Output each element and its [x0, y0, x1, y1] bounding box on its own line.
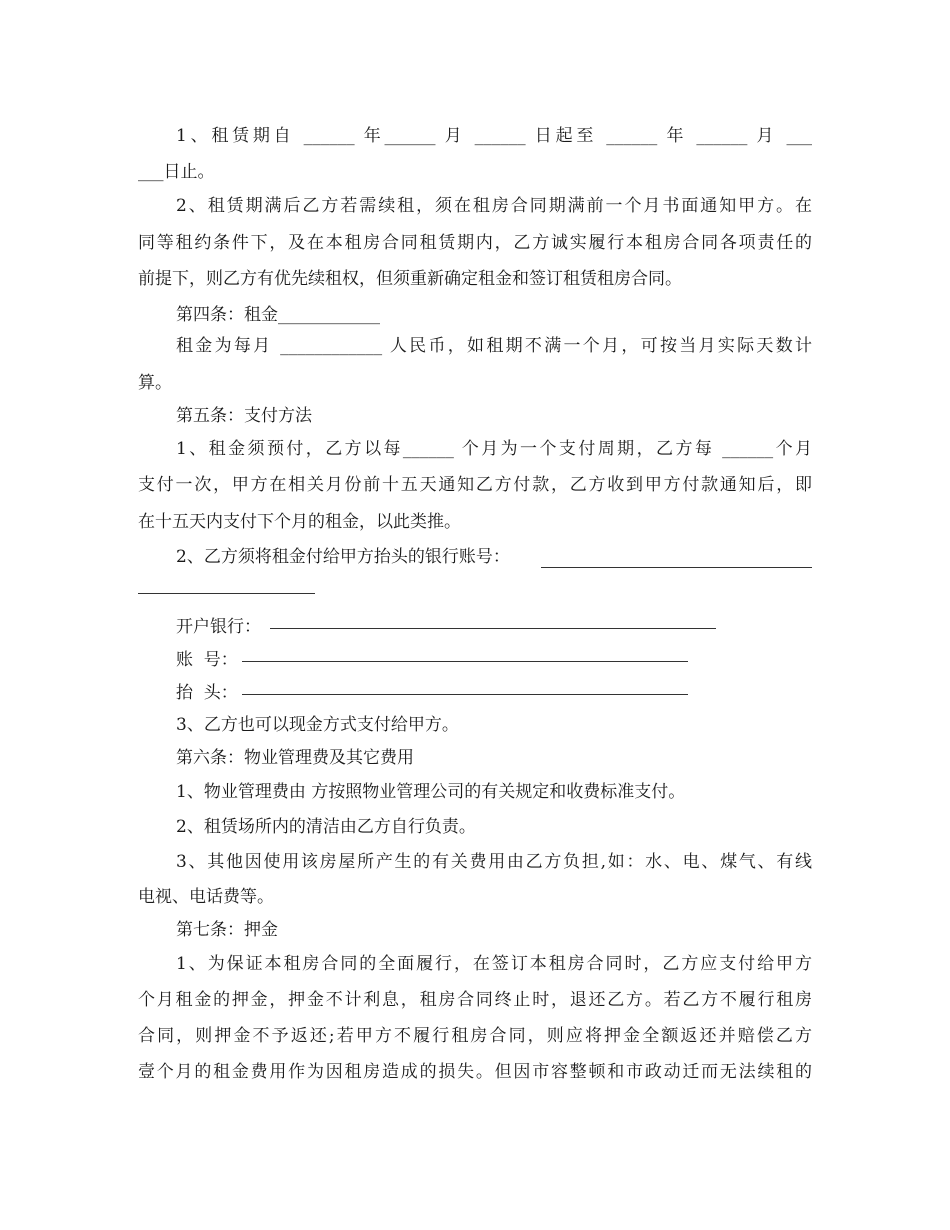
rent-line-1: 租金为每月 ____________ 人民币，如租期不满一个月，可按当月实际天数计	[176, 336, 812, 356]
renewal-line-1: 2、租赁期满后乙方若需续租，须在租房合同期满前一个月书面通知甲方。在	[176, 196, 812, 216]
bank-name-blank	[270, 628, 716, 629]
deposit-line-2: 个月租金的押金，押金不计利息，租房合同终止时，退还乙方。若乙方不履行租房	[138, 990, 812, 1010]
payment-1-line-3: 在十五天内支付下个月的租金，以此类推。	[138, 512, 461, 532]
payment-2-line: 2、乙方须将租金付给甲方抬头的银行账号：	[176, 547, 510, 567]
fee-3-line-1: 3、其他因使用该房屋所产生的有关费用由乙方负担,如：水、电、煤气、有线	[176, 852, 812, 872]
deposit-line-1: 1、为保证本租房合同的全面履行，在签订本租房合同时，乙方应支付给甲方	[176, 954, 812, 974]
account-number-label: 账 号：	[176, 650, 238, 670]
article-4-title: 第四条：租金____________	[176, 305, 380, 325]
deposit-line-4: 壹个月的租金费用作为因租房造成的损失。但因市容整顿和市政动迁而无法续租的	[138, 1062, 812, 1082]
bank-name-label: 开户银行：	[176, 617, 261, 637]
payment-1-line-1: 1、租金须预付，乙方以每______ 个月为一个支付周期，乙方每 ______个月	[176, 439, 812, 459]
article-6-title: 第六条：物业管理费及其它费用	[176, 748, 414, 768]
lease-term-line-1: 1、租赁期自 ______ 年______ 月 ______ 日起至 ______ 年 ______ 月 ___	[176, 126, 812, 146]
payment-1-line-2: 支付一次，甲方在相关月份前十五天通知乙方付款，乙方收到甲方付款通知后，即	[138, 475, 812, 495]
payee-blank	[242, 694, 688, 695]
article-5-title: 第五条：支付方法	[176, 406, 312, 426]
lease-term-line-2: ___日止。	[138, 162, 215, 182]
fee-3-line-2: 电视、电话费等。	[138, 887, 274, 907]
rent-line-2: 算。	[138, 373, 172, 393]
fee-2-line: 2、租赁场所内的清洁由乙方自行负责。	[176, 817, 476, 837]
payee-label: 抬 头：	[176, 683, 238, 703]
fee-1-line: 1、物业管理费由 方按照物业管理公司的有关规定和收费标准支付。	[176, 782, 686, 802]
payment-3-line: 3、乙方也可以现金方式支付给甲方。	[176, 715, 459, 735]
bank-account-blank	[541, 567, 812, 568]
article-7-title: 第七条：押金	[176, 920, 278, 940]
renewal-line-3: 前提下，则乙方有优先续租权，但须重新确定租金和签订租赁租房合同。	[138, 269, 682, 289]
renewal-line-2: 同等租约条件下，及在本租房合同租赁期内，乙方诚实履行本租房合同各项责任的	[138, 233, 812, 253]
account-number-blank	[242, 661, 688, 662]
bank-account-blank-continued	[138, 593, 315, 594]
deposit-line-3: 合同，则押金不予返还;若甲方不履行租房合同，则应将押金全额返还并赔偿乙方	[138, 1026, 812, 1046]
